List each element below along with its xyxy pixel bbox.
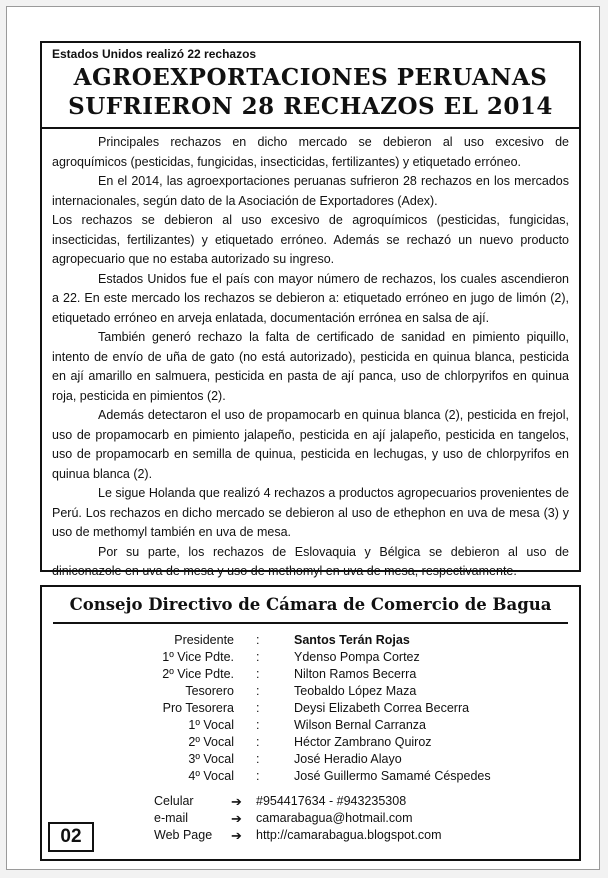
arrow-right-icon: ➔: [231, 828, 242, 843]
article-box: [40, 129, 581, 578]
contact-row-phone: [42, 793, 579, 810]
roster-row: [42, 716, 579, 734]
article-body: [52, 133, 569, 582]
article-paragraph: En el 2014, las agroexportaciones peruanas sufrieron 28 rechazos en los mercados internacionales, según dato de la Asociación de Exportadores (Adex).: [52, 174, 569, 208]
website-link[interactable]: http://camarabagua.blogspot.com: [256, 828, 442, 842]
arrow-right-icon: ➔: [231, 794, 242, 809]
member-role: Presidente: [174, 633, 234, 647]
contact-row-web: [42, 827, 579, 844]
roster-row: [42, 631, 579, 649]
roster-row: [42, 733, 579, 751]
roster-row: [42, 767, 579, 785]
separator: :: [256, 718, 260, 732]
separator: :: [256, 701, 260, 715]
member-name: Wilson Bernal Carranza: [294, 718, 426, 732]
separator: :: [256, 667, 260, 681]
article-paragraph: Los rechazos se debieron al uso excesivo de agroquímicos (pesticidas, fungicidas, insecticidas, fertilizantes) y etiquetado erróneo. Además se rechazó un nuevo producto agropecuario que no estaba autorizado su ingreso.: [52, 213, 569, 266]
separator: :: [256, 769, 260, 783]
member-name: José Heradio Alayo: [294, 752, 402, 766]
page-sheet: [6, 6, 600, 870]
headline-line-1: AGROEXPORTACIONES PERUANAS: [73, 64, 548, 91]
article-paragraph: Le sigue Holanda que realizó 4 rechazos a productos agropecuarios provenientes de Perú. Los rechazos en dicho mercado se debieron al uso de ethephon en uva de mesa (3) y uso de methomyl también en uva de mesa.: [52, 486, 569, 539]
directory-title: Consejo Directivo de Cámara de Comercio de Bagua: [69, 595, 552, 614]
email-link[interactable]: camarabagua@hotmail.com: [256, 811, 413, 825]
member-role: Pro Tesorera: [162, 701, 234, 715]
article-paragraph: Principales rechazos en dicho mercado se debieron al uso excesivo de agroquímicos (pesticidas, fungicidas, insecticidas, fertilizantes) y etiquetado erróneo.: [52, 135, 569, 169]
separator: :: [256, 650, 260, 664]
separator: :: [256, 735, 260, 749]
roster-row: [42, 699, 579, 717]
member-role: 1º Vice Pdte.: [162, 650, 234, 664]
arrow-right-icon: ➔: [231, 811, 242, 826]
kicker-text: Estados Unidos realizó 22 rechazos: [52, 47, 257, 61]
phone-numbers: #954417634 - #943235308: [256, 794, 407, 808]
roster-row: [42, 682, 579, 700]
contact-label: Celular: [154, 794, 194, 808]
separator: :: [256, 752, 260, 766]
member-role: 1º Vocal: [188, 718, 234, 732]
article-paragraph: Estados Unidos fue el país con mayor número de rechazos, los cuales ascendieron a 22. En este mercado los rechazos se debieron a: etiquetado erróneo en jugo de limón (2), etiquetado erróneo en arveja enlatada, documentación errónea en salsa de ají.: [52, 271, 569, 325]
member-role: 2º Vice Pdte.: [162, 667, 234, 681]
member-name: José Guillermo Samamé Céspedes: [294, 769, 491, 783]
page-title: [42, 63, 579, 121]
roster-row: [42, 750, 579, 768]
roster-row: [42, 648, 579, 666]
title-divider: [53, 622, 568, 624]
member-role: Tesorero: [185, 684, 234, 698]
separator: :: [256, 684, 260, 698]
header-box: [40, 41, 581, 129]
article-paragraph: Además detectaron el uso de propamocarb en quinua blanca (2), pesticida en frejol, uso de propamocarb en pimiento jalapeño, pesticida en ají jalapeño, pesticida en tangelos, uso de propamocarb en semilla de quinua, pesticida en lechugas, y uso de chlorpyrifos en quinua blanca (2).: [52, 408, 569, 481]
article-paragraph: Por su parte, los rechazos de Eslovaquia y Bélgica se debieron al uso de diniconazole en uva de mesa y uso de methomyl en uva de mesa, respectivamente.: [52, 544, 569, 578]
directory-box: [40, 585, 581, 861]
contact-label: Web Page: [154, 828, 213, 842]
member-name: Santos Terán Rojas: [294, 633, 410, 647]
member-role: 2º Vocal: [188, 735, 234, 749]
separator: :: [256, 633, 260, 647]
article-paragraph: También generó rechazo la falta de certificado de sanidad en pimiento piquillo, intento de envío de uña de gato (no está autorizado), pesticida en quinua blanca, pesticida en ají amarillo en salmuera, pesticida en pasta de ají panca, uso de chlorpyrifos en quinua roja, pesticida en pimientos (2).: [52, 330, 569, 403]
member-name: Teobaldo López Maza: [294, 684, 417, 698]
member-name: Ydenso Pompa Cortez: [294, 650, 420, 664]
headline-line-2: SUFRIERON 28 RECHAZOS EL 2014: [68, 93, 553, 120]
member-name: Deysi Elizabeth Correa Becerra: [294, 701, 470, 715]
member-role: 4º Vocal: [188, 769, 234, 783]
roster-row: [42, 665, 579, 683]
page-number: 02: [48, 822, 94, 852]
member-name: Nilton Ramos Becerra: [294, 667, 417, 681]
contact-row-email: [42, 810, 579, 827]
member-role: 3º Vocal: [188, 752, 234, 766]
contact-label: e-mail: [154, 811, 189, 825]
member-name: Héctor Zambrano Quiroz: [294, 735, 432, 749]
